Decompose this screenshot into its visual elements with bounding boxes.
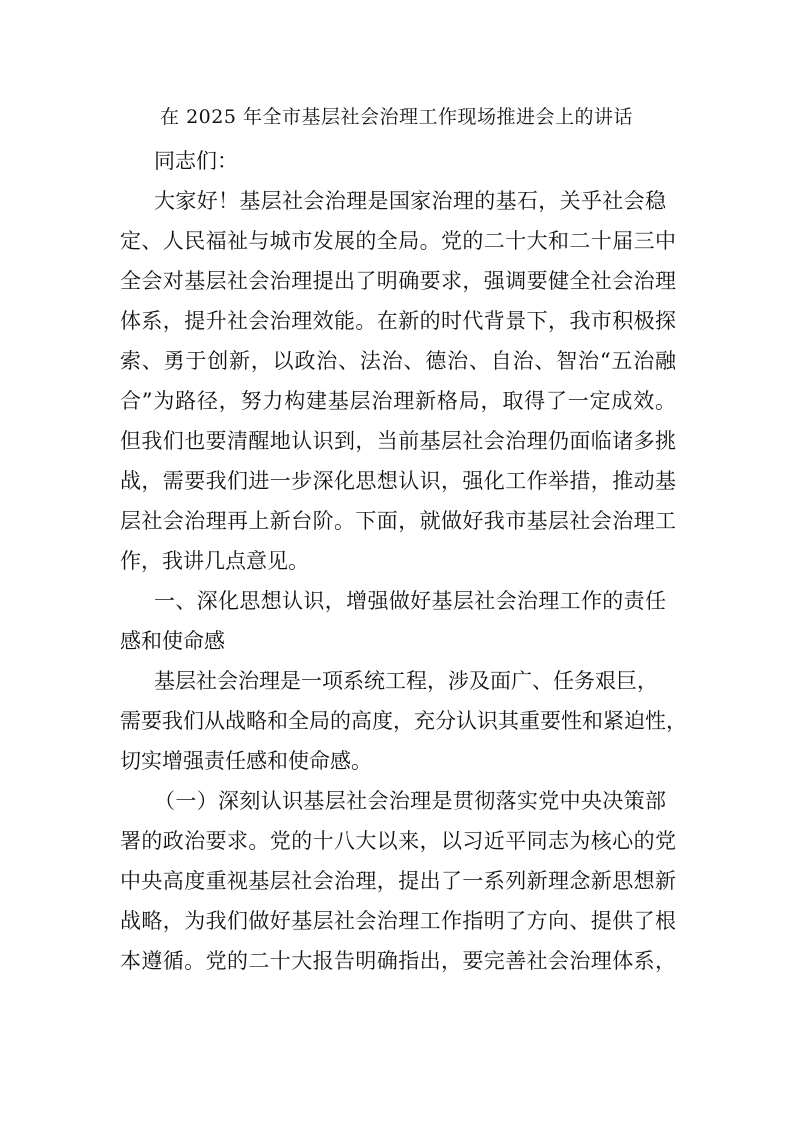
paragraph-line: 署的政治要求。党的十八大以来，以习近平同志为核心的党 (120, 829, 676, 853)
document-title: 在 2025 年全市基层社会治理工作现场推进会上的讲话 (160, 106, 633, 128)
paragraph-line: 但我们也要清醒地认识到，当前基层社会治理仍面临诸多挑 (120, 429, 676, 453)
paragraph-line: 本遵循。党的二十大报告明确指出，要完善社会治理体系， (120, 949, 676, 973)
paragraph-line: 战，需要我们进一步深化思想认识，强化工作举措，推动基 (120, 469, 676, 493)
paragraph-line: 体系，提升社会治理效能。在新的时代背景下，我市积极探 (120, 309, 676, 333)
paragraph-line: 中央高度重视基层社会治理，提出了一系列新理念新思想新 (120, 869, 676, 893)
paragraph-line: 切实增强责任感和使命感。 (120, 749, 372, 773)
paragraph-line: 层社会治理再上新台阶。下面，就做好我市基层社会治理工 (120, 509, 676, 533)
paragraph-line: 索、勇于创新，以政治、法治、德治、自治、智治“五治融 (120, 349, 676, 373)
paragraph-line: 基层社会治理是一项系统工程，涉及面广、任务艰巨， (154, 669, 658, 693)
section-heading: 一、深化思想认识，增强做好基层社会治理工作的责任 (154, 589, 666, 613)
paragraph-line: 战略，为我们做好基层社会治理工作指明了方向、提供了根 (120, 909, 676, 933)
paragraph-line: 大家好！基层社会治理是国家治理的基石，关乎社会稳 (154, 189, 666, 213)
paragraph-line: 作，我讲几点意见。 (120, 549, 309, 573)
paragraph-line: 全会对基层社会治理提出了明确要求，强调要健全社会治理 (120, 269, 676, 293)
subsection-line: （一）深刻认识基层社会治理是贯彻落实党中央决策部 (154, 789, 666, 813)
paragraph-line: 需要我们从战略和全局的高度，充分认识其重要性和紧迫性， (120, 709, 687, 733)
section-heading: 感和使命感 (120, 629, 225, 653)
salutation: 同志们： (154, 149, 238, 173)
paragraph-line: 合”为路径，努力构建基层治理新格局，取得了一定成效。 (120, 389, 676, 413)
paragraph-line: 定、人民福祉与城市发展的全局。党的二十大和二十届三中 (120, 229, 676, 253)
